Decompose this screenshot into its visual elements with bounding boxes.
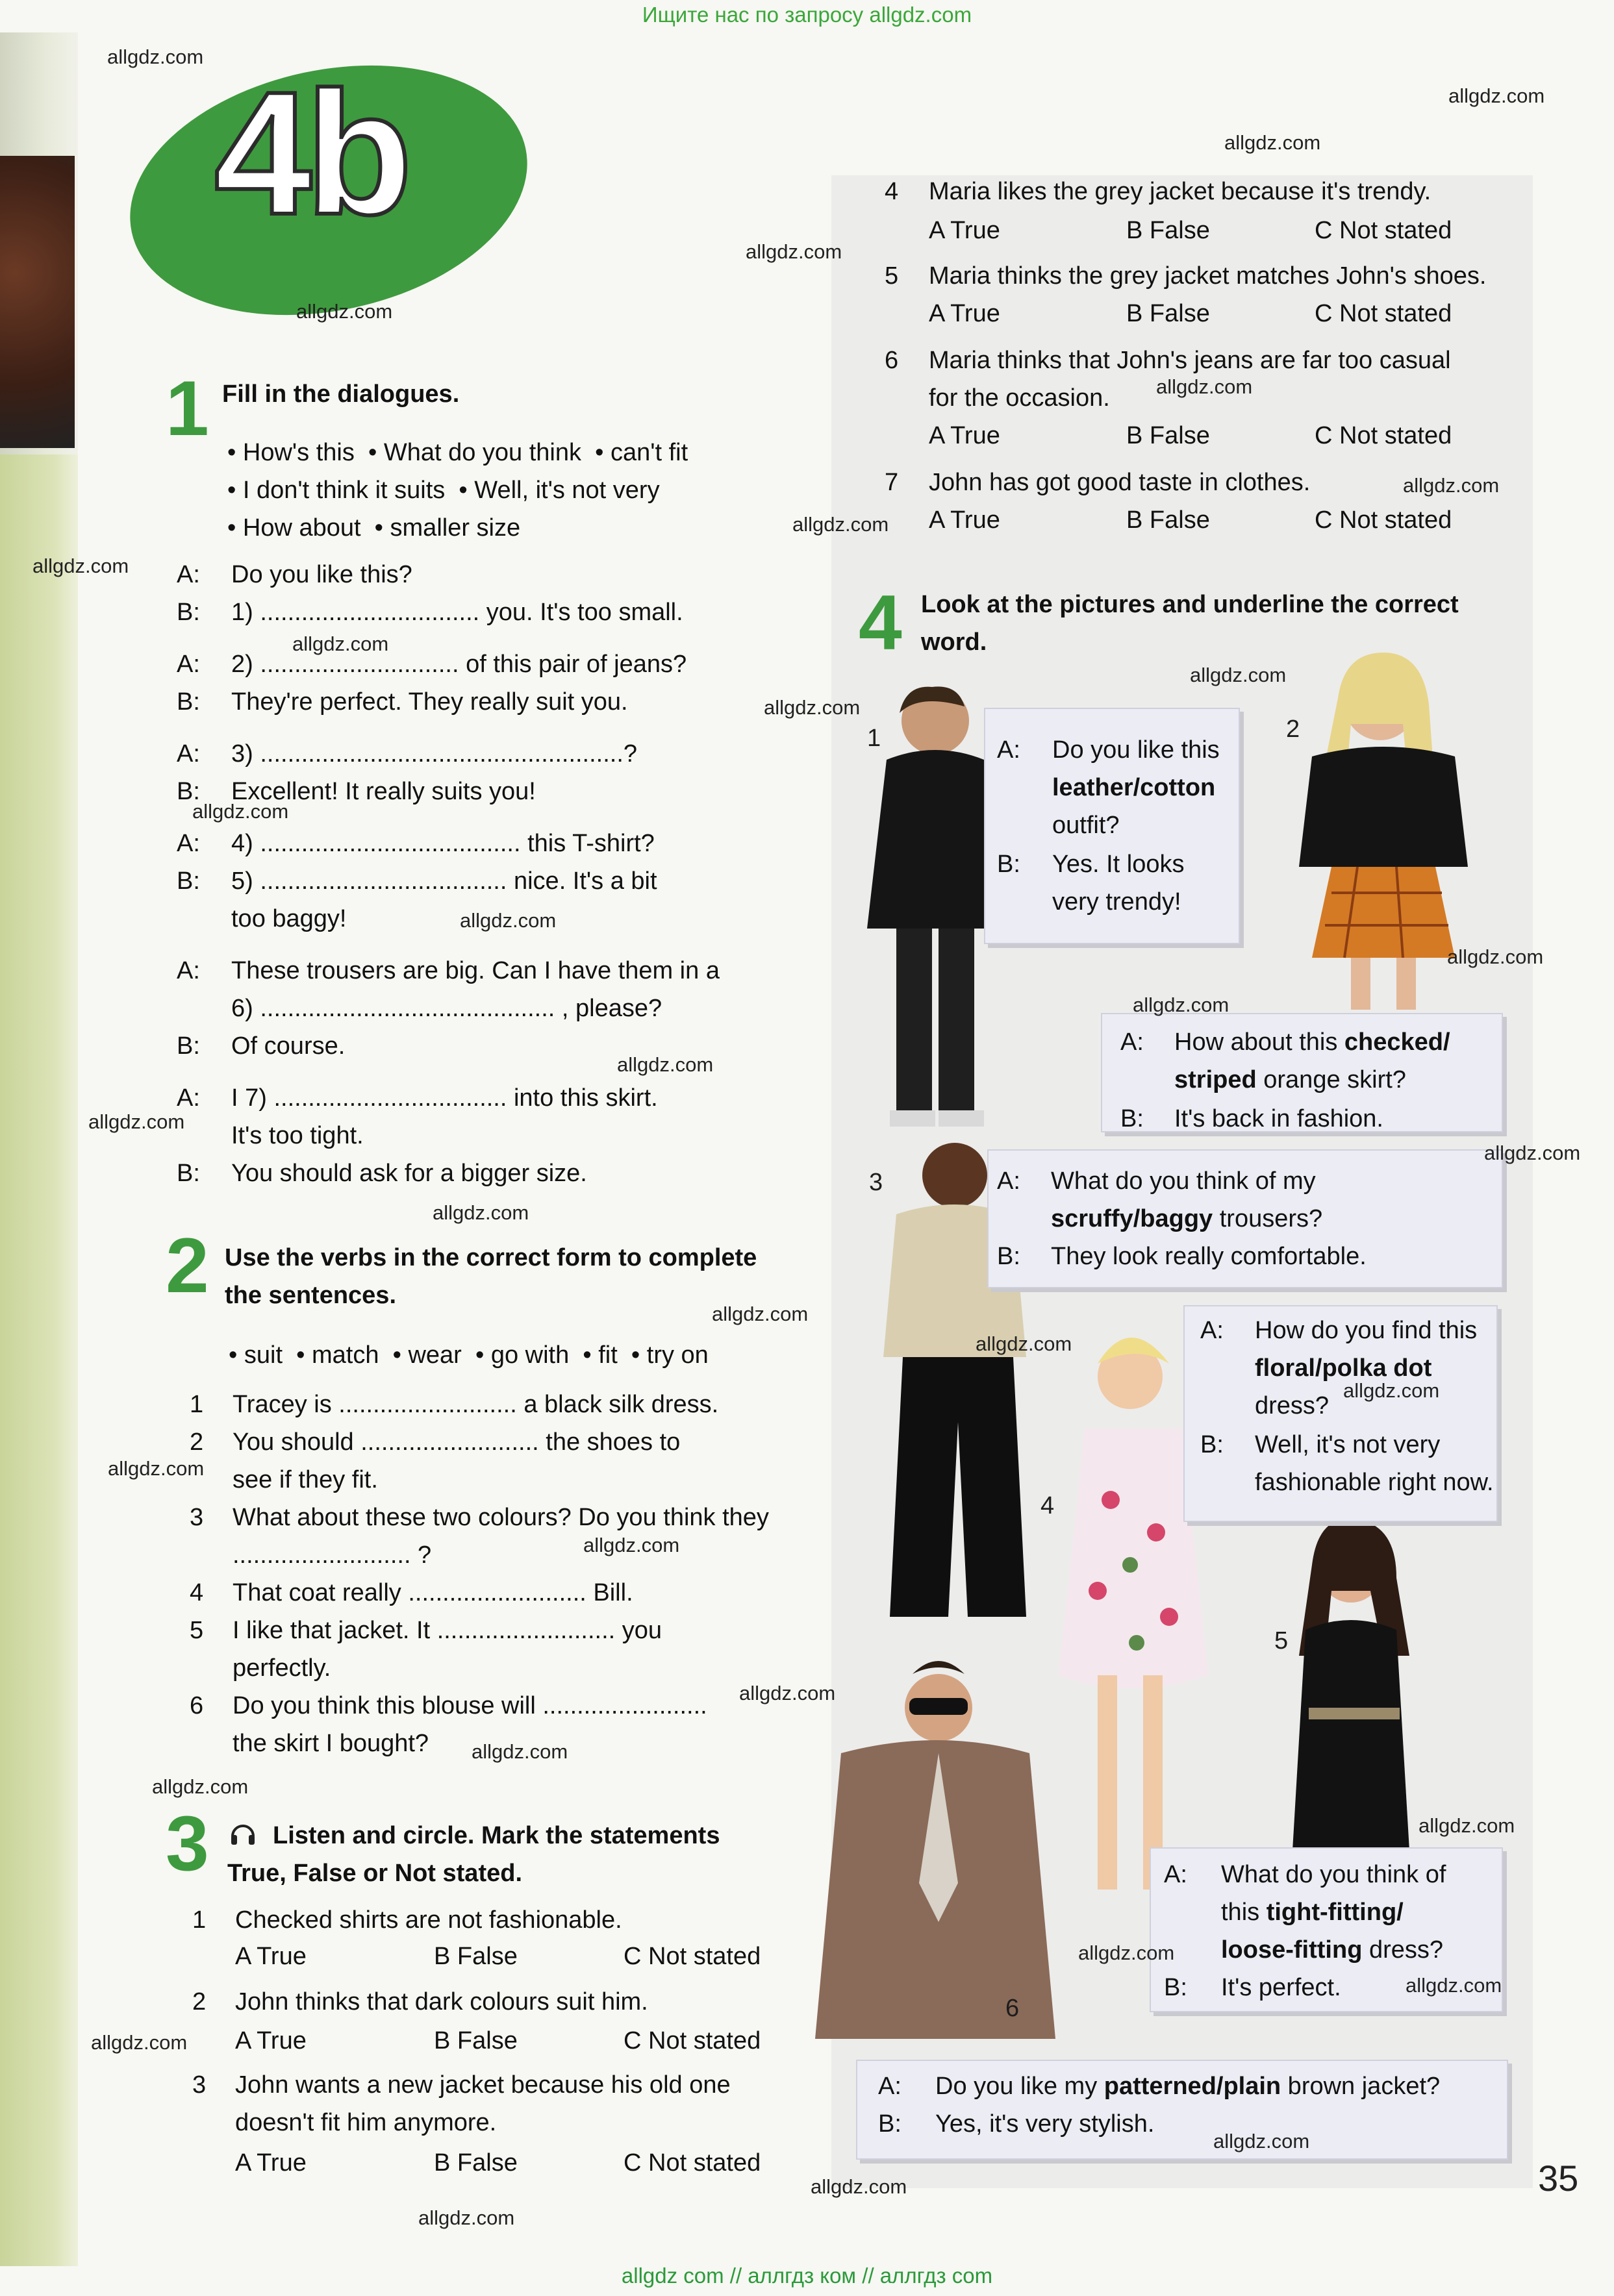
speaker: A: [177, 1084, 200, 1112]
bubble-1-line: Yes. It looks [1052, 851, 1185, 878]
choice-not-stated[interactable]: C Not stated [1315, 422, 1452, 449]
dialogue-line: 4) ...................................... this T-shirt? [231, 830, 655, 857]
choice-true[interactable]: A True [235, 2027, 307, 2054]
choice-not-stated[interactable]: C Not stated [1315, 300, 1452, 327]
bubble-4-speaker-a: A: [1200, 1317, 1224, 1344]
watermark: allgdz.com [88, 1110, 185, 1133]
ex1-number: 1 [166, 365, 209, 452]
watermark: allgdz.com [583, 1534, 680, 1556]
choice-true[interactable]: A True [929, 422, 1000, 449]
watermark: allgdz.com [108, 1457, 205, 1480]
item-number: 7 [885, 469, 899, 496]
figure-5-woman-tight-dress [1260, 1519, 1442, 1857]
speaker: A: [177, 957, 200, 984]
figure-6-number: 6 [1005, 1995, 1020, 2022]
bubble-1-choice[interactable]: leather/cotton [1052, 774, 1216, 801]
ex2-title-line2: the sentences. [225, 1282, 396, 1309]
choice-false[interactable]: B False [1126, 300, 1210, 327]
ex2-number: 2 [166, 1222, 209, 1309]
bubble-3-choice[interactable]: scruffy/baggy [1051, 1205, 1213, 1232]
ex1-options-line2: • I don't think it suits • Well, it's not very [227, 477, 660, 504]
dialogue-line: You should ask for a bigger size. [231, 1160, 587, 1187]
watermark: allgdz.com [472, 1740, 568, 1763]
bottom-banner[interactable]: allgdz com // аллгдз ком // аллгдз com [621, 2264, 993, 2288]
watermark: allgdz.com [1156, 375, 1253, 398]
watermark: allgdz.com [764, 696, 861, 719]
speaker: B: [177, 867, 200, 895]
page-number: 35 [1538, 2158, 1579, 2199]
ex4-title-line2: word. [921, 629, 987, 656]
ex2-options: • suit • match • wear • go with • fit • try on [229, 1341, 709, 1369]
item-number: 5 [190, 1617, 204, 1644]
watermark: allgdz.com [1213, 2130, 1310, 2152]
choice-not-stated[interactable]: C Not stated [1315, 217, 1452, 244]
item-number: 1 [190, 1391, 204, 1418]
item-text: I like that jacket. It .......................... you [233, 1617, 662, 1644]
figure-2-number: 2 [1286, 716, 1300, 743]
dialogue-line: 3) .....................................................? [231, 740, 638, 767]
choice-true[interactable]: A True [929, 506, 1000, 534]
watermark: allgdz.com [91, 2031, 188, 2054]
item-number: 3 [190, 1504, 204, 1531]
item-number: 6 [190, 1692, 204, 1719]
bubble-2-choice[interactable]: checked/ [1344, 1029, 1450, 1056]
watermark: allgdz.com [192, 800, 289, 823]
choice-not-stated[interactable]: C Not stated [1315, 506, 1452, 534]
item-text: John wants a new jacket because his old one [235, 2071, 731, 2099]
bubble-5-choice[interactable]: loose-fitting [1221, 1936, 1363, 1964]
dialogue-line: I 7) .................................. into this skirt. [231, 1084, 658, 1112]
bubble-1-speaker-a: A: [997, 736, 1020, 764]
watermark: allgdz.com [107, 45, 204, 68]
dialogue-line: 6) ........................................... , please? [231, 995, 662, 1022]
item-number: 4 [885, 178, 899, 205]
bubble-3-speaker-b: B: [997, 1243, 1020, 1270]
choice-not-stated[interactable]: C Not stated [624, 1943, 761, 1970]
bubble-5-speaker-a: A: [1164, 1861, 1187, 1888]
bubble-4-line: How do you find this [1255, 1317, 1478, 1344]
item-number: 1 [192, 1906, 207, 1934]
choice-false[interactable]: B False [434, 2149, 518, 2177]
bubble-2-line: It's back in fashion. [1174, 1105, 1383, 1132]
dialogue-line: Do you like this? [231, 561, 412, 588]
item-text: perfectly. [233, 1654, 331, 1682]
speaker: B: [177, 1160, 200, 1187]
watermark: allgdz.com [1190, 664, 1287, 686]
item-text: You should .......................... the shoes to [233, 1429, 681, 1456]
item-text: John thinks that dark colours suit him. [235, 1988, 648, 2015]
speaker: B: [177, 688, 200, 716]
bubble-4-line: dress? [1255, 1392, 1330, 1419]
bubble-6-choice[interactable]: patterned/plain [1103, 2073, 1281, 2100]
choice-true[interactable]: A True [929, 300, 1000, 327]
dialogue-line: too baggy! [231, 905, 347, 932]
item-text: What about these two colours? Do you think they [233, 1504, 769, 1531]
choice-false[interactable]: B False [1126, 217, 1210, 244]
choice-false[interactable]: B False [1126, 422, 1210, 449]
bubble-1-line: Do you like this [1052, 736, 1220, 764]
speaker: B: [177, 599, 200, 626]
watermark: allgdz.com [1078, 1941, 1175, 1964]
bubble-3-line: What do you think of my [1051, 1167, 1316, 1195]
bubble-2-line: How about this checked/ [1174, 1029, 1450, 1056]
watermark: allgdz.com [1406, 1974, 1502, 1997]
item-text: John has got good taste in clothes. [929, 469, 1311, 496]
dialogue-line: These trousers are big. Can I have them in a [231, 957, 720, 984]
item-text: Maria thinks that John's jeans are far too casual [929, 347, 1451, 374]
dialogue-line: 2) ............................. of this pair of jeans? [231, 651, 687, 678]
watermark: allgdz.com [433, 1201, 529, 1224]
bubble-5-speaker-b: B: [1164, 1974, 1187, 2001]
item-number: 2 [190, 1429, 204, 1456]
bubble-5-line: loose-fitting dress? [1221, 1936, 1444, 1964]
speaker: B: [177, 1032, 200, 1060]
bubble-6-line: Do you like my patterned/plain brown jacket? [935, 2073, 1441, 2100]
watermark: allgdz.com [1448, 84, 1545, 107]
watermark: allgdz.com [152, 1775, 249, 1798]
item-text: doesn't fit him anymore. [235, 2109, 497, 2136]
item-number: 6 [885, 347, 899, 374]
dialogue-line: Of course. [231, 1032, 346, 1060]
speaker: A: [177, 830, 200, 857]
speaker: B: [177, 778, 200, 805]
bubble-1-speaker-b: B: [997, 851, 1020, 878]
item-text: Do you think this blouse will ........................ [233, 1692, 707, 1719]
choice-true[interactable]: A True [235, 2149, 307, 2177]
watermark: allgdz.com [1403, 474, 1500, 497]
item-number: 3 [192, 2071, 207, 2099]
item-number: 5 [885, 262, 899, 290]
item-text: Maria thinks the grey jacket matches John's shoes. [929, 262, 1487, 290]
item-text: Checked shirts are not fashionable. [235, 1906, 622, 1934]
bubble-4-line: fashionable right now. [1255, 1469, 1494, 1496]
item-text: see if they fit. [233, 1466, 378, 1493]
figure-5-number: 5 [1274, 1627, 1289, 1654]
previous-page-photo [0, 156, 75, 448]
item-number: 2 [192, 1988, 207, 2015]
item-text: for the occasion. [929, 384, 1110, 412]
bubble-5-line: What do you think of [1221, 1861, 1446, 1888]
ex3-title-line1: Listen and circle. Mark the statements [273, 1822, 720, 1849]
ex1-options-line3: • How about • smaller size [227, 514, 521, 542]
watermark: allgdz.com [976, 1332, 1072, 1355]
choice-false[interactable]: B False [434, 2027, 518, 2054]
speaker: A: [177, 740, 200, 767]
item-text: the skirt I bought? [233, 1730, 429, 1757]
watermark: allgdz.com [712, 1303, 809, 1325]
ex1-options-line1: • How's this • What do you think • can't fit [227, 439, 688, 466]
bubble-1-line: very trendy! [1052, 888, 1181, 916]
bubble-3-line: scruffy/baggy trousers? [1051, 1205, 1323, 1232]
watermark: allgdz.com [739, 1682, 836, 1704]
choice-false[interactable]: B False [1126, 506, 1210, 534]
ex4-title-line1: Look at the pictures and underline the correct [921, 591, 1459, 618]
figure-1-number: 1 [867, 725, 881, 752]
bubble-3-speaker-a: A: [997, 1167, 1020, 1195]
dialogue-line: 1) ................................ you. It's too small. [231, 599, 683, 626]
choice-not-stated[interactable]: C Not stated [624, 2149, 761, 2177]
bubble-6-speaker-b: B: [878, 2110, 902, 2138]
bubble-2-line: striped orange skirt? [1174, 1066, 1406, 1093]
bubble-2-choice[interactable]: striped [1174, 1066, 1257, 1093]
page-gutter-green [0, 455, 78, 2266]
ex1-title: Fill in the dialogues. [222, 381, 460, 408]
bubble-3-line: They look really comfortable. [1051, 1243, 1367, 1270]
watermark: allgdz.com [1419, 1814, 1515, 1837]
bubble-4-line: Well, it's not very [1255, 1431, 1441, 1458]
choice-true[interactable]: A True [929, 217, 1000, 244]
bubble-1-line: outfit? [1052, 812, 1120, 839]
watermark: allgdz.com [1224, 131, 1321, 154]
watermark: allgdz.com [1447, 945, 1544, 968]
speaker: A: [177, 561, 200, 588]
bubble-2-speaker-b: B: [1120, 1105, 1144, 1132]
item-text: Maria likes the grey jacket because it's trendy. [929, 178, 1431, 205]
choice-true[interactable]: A True [235, 1943, 307, 1970]
bubble-5-line: It's perfect. [1221, 1974, 1341, 2001]
bubble-6-line: Yes, it's very stylish. [935, 2110, 1155, 2138]
bubble-4-speaker-b: B: [1200, 1431, 1224, 1458]
item-text: .......................... ? [233, 1541, 432, 1569]
unit-label: 4b [214, 56, 407, 251]
item-number: 4 [190, 1579, 204, 1606]
figure-4-number: 4 [1040, 1492, 1055, 1519]
watermark: allgdz.com [1133, 993, 1229, 1016]
bubble-6-speaker-a: A: [878, 2073, 902, 2100]
figure-3-number: 3 [869, 1169, 883, 1196]
watermark: allgdz.com [811, 2175, 907, 2198]
bubble-4-choice[interactable]: floral/polka dot [1255, 1354, 1432, 1382]
item-text: That coat really .......................... Bill. [233, 1579, 633, 1606]
dialogue-line: 5) .................................... nice. It's a bit [231, 867, 657, 895]
bubble-5-choice[interactable]: tight-fitting/ [1266, 1899, 1404, 1926]
watermark: allgdz.com [32, 555, 129, 577]
ex3-number: 3 [166, 1800, 209, 1887]
dialogue-line: They're perfect. They really suit you. [231, 688, 628, 716]
ex2-title-line1: Use the verbs in the correct form to complete [225, 1244, 757, 1271]
top-banner[interactable]: Ищите нас по запросу allgdz.com [642, 3, 972, 27]
watermark: allgdz.com [460, 909, 557, 932]
watermark: allgdz.com [617, 1053, 714, 1076]
bubble-5-line: this tight-fitting/ [1221, 1899, 1404, 1926]
watermark: allgdz.com [418, 2206, 515, 2229]
bubble-2-speaker-a: A: [1120, 1029, 1144, 1056]
watermark: allgdz.com [792, 513, 889, 536]
figure-6-man-brown-jacket [815, 1656, 1055, 2045]
ex4-number: 4 [859, 579, 902, 666]
headphones-icon [229, 1819, 257, 1848]
ex3-title-line2: True, False or Not stated. [227, 1860, 522, 1887]
choice-false[interactable]: B False [434, 1943, 518, 1970]
item-text: Tracey is .......................... a black silk dress. [233, 1391, 719, 1418]
watermark: allgdz.com [296, 300, 393, 323]
choice-not-stated[interactable]: C Not stated [624, 2027, 761, 2054]
watermark: allgdz.com [292, 632, 389, 655]
watermark: allgdz.com [746, 240, 842, 263]
watermark: allgdz.com [1484, 1142, 1581, 1164]
dialogue-line: It's too tight. [231, 1122, 364, 1149]
watermark: allgdz.com [1343, 1379, 1440, 1402]
dialogue-line: Excellent! It really suits you! [231, 778, 536, 805]
speaker: A: [177, 651, 200, 678]
